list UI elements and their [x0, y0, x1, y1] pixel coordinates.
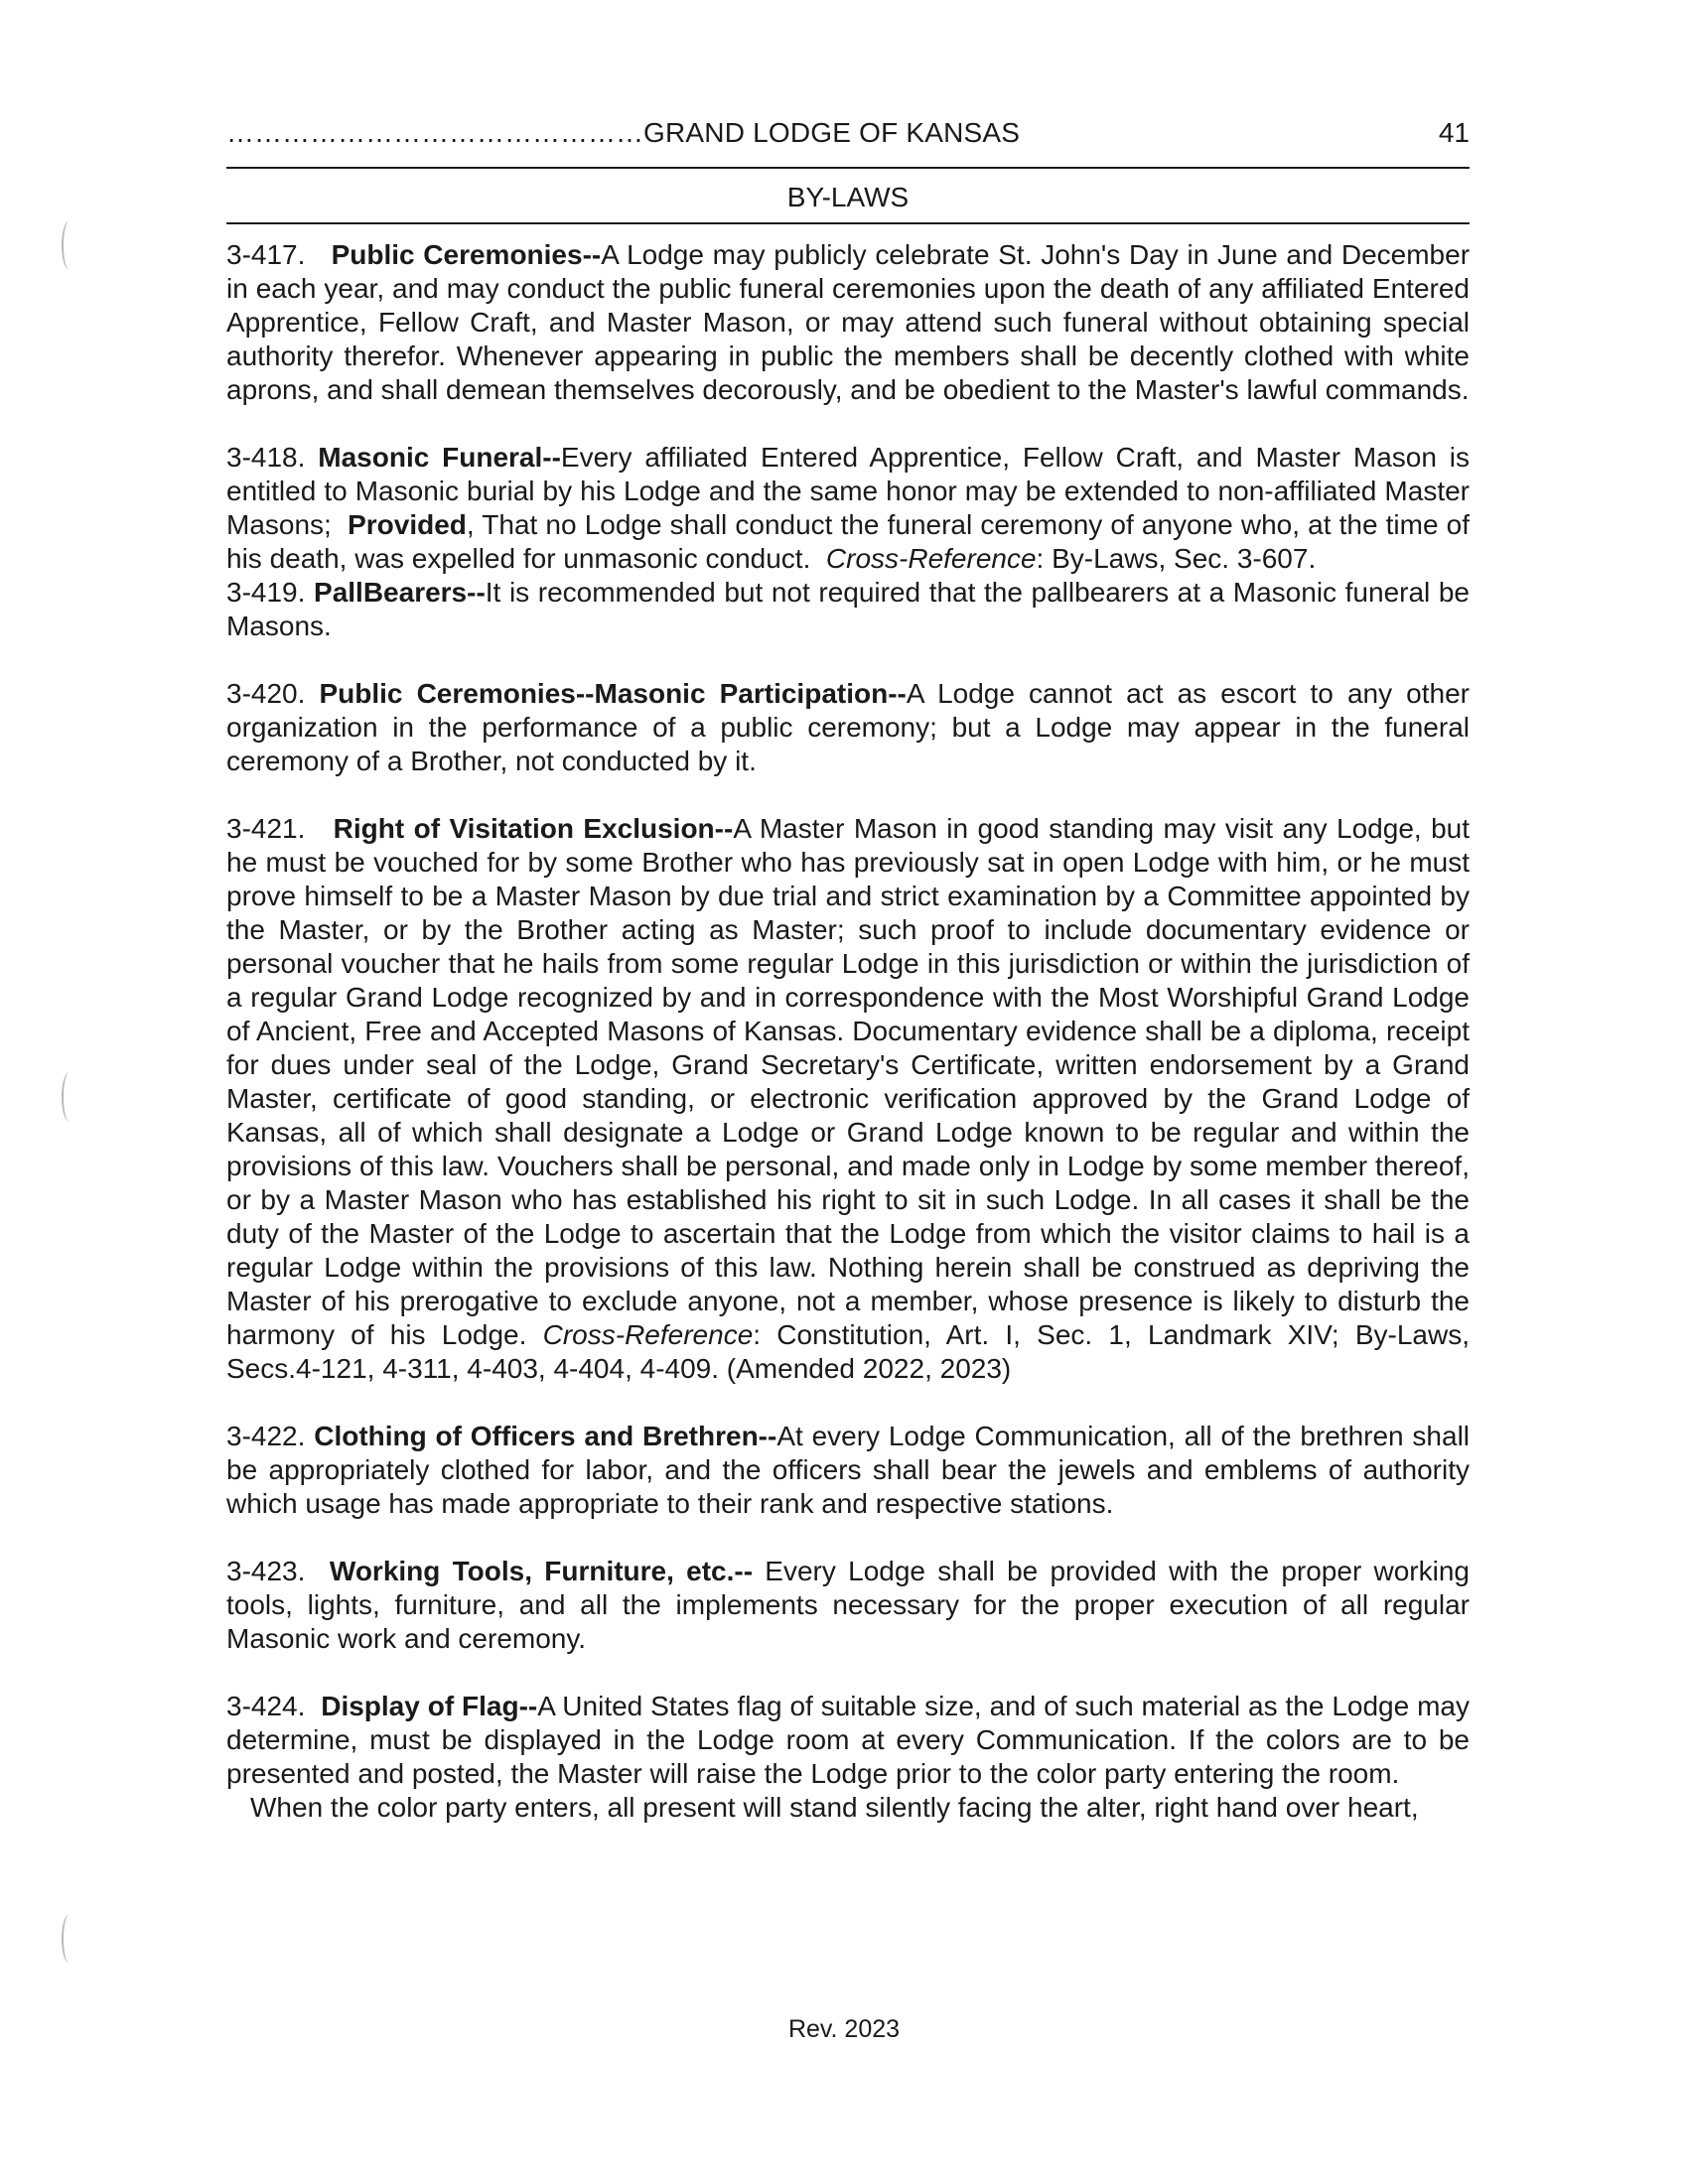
section-3-424 — [226, 1690, 1470, 1791]
section-3-422 — [226, 1420, 1470, 1521]
section-3-419 — [226, 576, 1470, 643]
section-title: Masonic Funeral-- — [318, 442, 561, 473]
section-body: A United States flag of suitable size, and of such material as the Lodge may determine, must be displayed in the Lodge room at every Communication. If the colors are to be presented and posted, the Master will raise the Lodge prior to the color party entering the room. — [226, 1691, 1470, 1789]
section-title: Right of Visitation Exclusion-- — [333, 813, 734, 844]
section-3-418 — [226, 441, 1470, 576]
section-body: It is recommended but not required that the pallbearers at a Masonic funeral be Masons. — [226, 577, 1471, 641]
section-number: 3-421. — [226, 813, 306, 844]
section-body: A Lodge cannot act as escort to any other organization in the performance of a public ceremony; but a Lodge may appear in the funeral ceremony of a Brother, not conducted by it. — [226, 678, 1470, 776]
section-header: BY-LAWS — [786, 182, 910, 212]
section-body: At every Lodge Communication, all of the brethren shall be appropriately clothed for labor, and the officers shall bear the jewels and emblems of authority which usage has made appropriate to their rank and respective stations. — [226, 1421, 1471, 1519]
bylaws-content — [226, 238, 1470, 1825]
margin-binding-mark — [62, 1072, 77, 1122]
section-body: A Lodge may publicly celebrate St. John's Day in June and December in each year, and may conduct the public funeral ceremonies upon the death of any affiliated Entered Apprentice, Fellow Craft, and Master Mason, or may attend such funeral without obtaining special authority therefor. Whenever appearing in public the members shall be decently clothed with white aprons, and shall demean themselves decorously, and be obedient to the Master's lawful commands. — [226, 239, 1471, 405]
header-title-line — [226, 117, 1020, 149]
cross-reference-label: Cross-Reference — [542, 1319, 754, 1350]
section-number: 3-418. — [226, 442, 306, 473]
page-footer-revision: Rev. 2023 — [787, 2015, 901, 2043]
section-title: Public Ceremonies-- — [331, 239, 602, 270]
section-number: 3-419. — [226, 577, 306, 608]
section-3-423 — [226, 1555, 1470, 1656]
provided-keyword: Provided — [348, 509, 467, 540]
section-3-424-continuation: When the color party enters, all present will stand silently facing the alter, right hand over heart, — [250, 1792, 1419, 1823]
running-header — [226, 117, 1470, 167]
section-number: 3-424. — [226, 1691, 306, 1721]
section-body-continued: , That no Lodge shall conduct the funeral ceremony of anyone who, at the time of his death, was expelled for unmasonic conduct. — [226, 509, 1470, 574]
section-body: Every affiliated Entered Apprentice, Fellow Craft, and Master Mason is entitled to Masonic burial by his Lodge and the same honor may be extended to non-affiliated Master Masons; — [226, 442, 1470, 540]
section-number: 3-417. — [226, 239, 306, 270]
section-body: Every Lodge shall be provided with the proper working tools, lights, furniture, and all the implements necessary for the proper execution of all regular Masonic work and ceremony. — [226, 1556, 1470, 1654]
section-number: 3-420. — [226, 678, 306, 709]
cross-reference-label: Cross-Reference — [825, 543, 1037, 574]
header-leader-dots: ……………………………………… — [226, 117, 643, 148]
section-title: Clothing of Officers and Brethren-- — [314, 1421, 777, 1451]
section-body: A Master Mason in good standing may visit any Lodge, but he must be vouched for by some Brother who has previously sat in open Lodge with him, or he must prove himself to be a Master Mason by due trial and strict examination by a Committee appointed by the Master, or by the Brother acting as Master; such proof to include documentary evidence or personal voucher that he hails from some regular Lodge in this jurisdiction or within the jurisdiction of a regular Grand Lodge recognized by and in correspondence with the Most Worshipful Grand Lodge of Ancient, Free and Accepted Masons of Kansas. Documentary evidence shall be a diploma, receipt for dues under seal of the Lodge, Grand Secretary's Certificate, written endorsement by a Grand Master, certificate of good standing, or electronic verification approved by the Grand Lodge of Kansas, all of which shall designate a Lodge or Grand Lodge known to be regular and within the provisions of this law. Vouchers shall be personal, and made only in Lodge by some member thereof, or by a Master Mason who has established his right to sit in such Lodge. In all cases it shall be the duty of the Master of the Lodge to ascertain that the Lodge from which the visitor claims to hail is a regular Lodge within the provisions of this law. Nothing herein shall be construed as depriving the Master of his prerogative to exclude anyone, not a member, whose presence is likely to disturb the harmony of his Lodge. — [226, 813, 1471, 1350]
section-3-420 — [226, 677, 1470, 778]
section-title: PallBearers-- — [314, 577, 486, 608]
document-page — [226, 117, 1470, 1825]
section-number: 3-422. — [226, 1421, 306, 1451]
section-title: Working Tools, Furniture, etc.-- — [329, 1556, 754, 1586]
header-title: GRAND LODGE OF KANSAS — [643, 117, 1021, 148]
cross-reference-text: : Constitution, Art. I, Sec. 1, Landmark XIV; By-Laws, Secs.4-121, 4-311, 4-403, 4-404, 4-409. (Amended 2022, 2023) — [226, 1319, 1470, 1384]
section-3-417 — [226, 238, 1470, 407]
section-number: 3-423. — [226, 1556, 306, 1586]
section-3-421 — [226, 812, 1470, 1386]
margin-binding-mark — [62, 1914, 77, 1964]
header-rule-top — [226, 167, 1470, 169]
section-title: Display of Flag-- — [321, 1691, 538, 1721]
margin-binding-mark — [62, 220, 77, 270]
page-number: 41 — [1438, 117, 1470, 148]
section-title: Public Ceremonies--Masonic Participation-- — [319, 678, 907, 709]
header-rule-bottom — [226, 222, 1470, 224]
cross-reference-text: : By-Laws, Sec. 3-607. — [1036, 543, 1317, 574]
